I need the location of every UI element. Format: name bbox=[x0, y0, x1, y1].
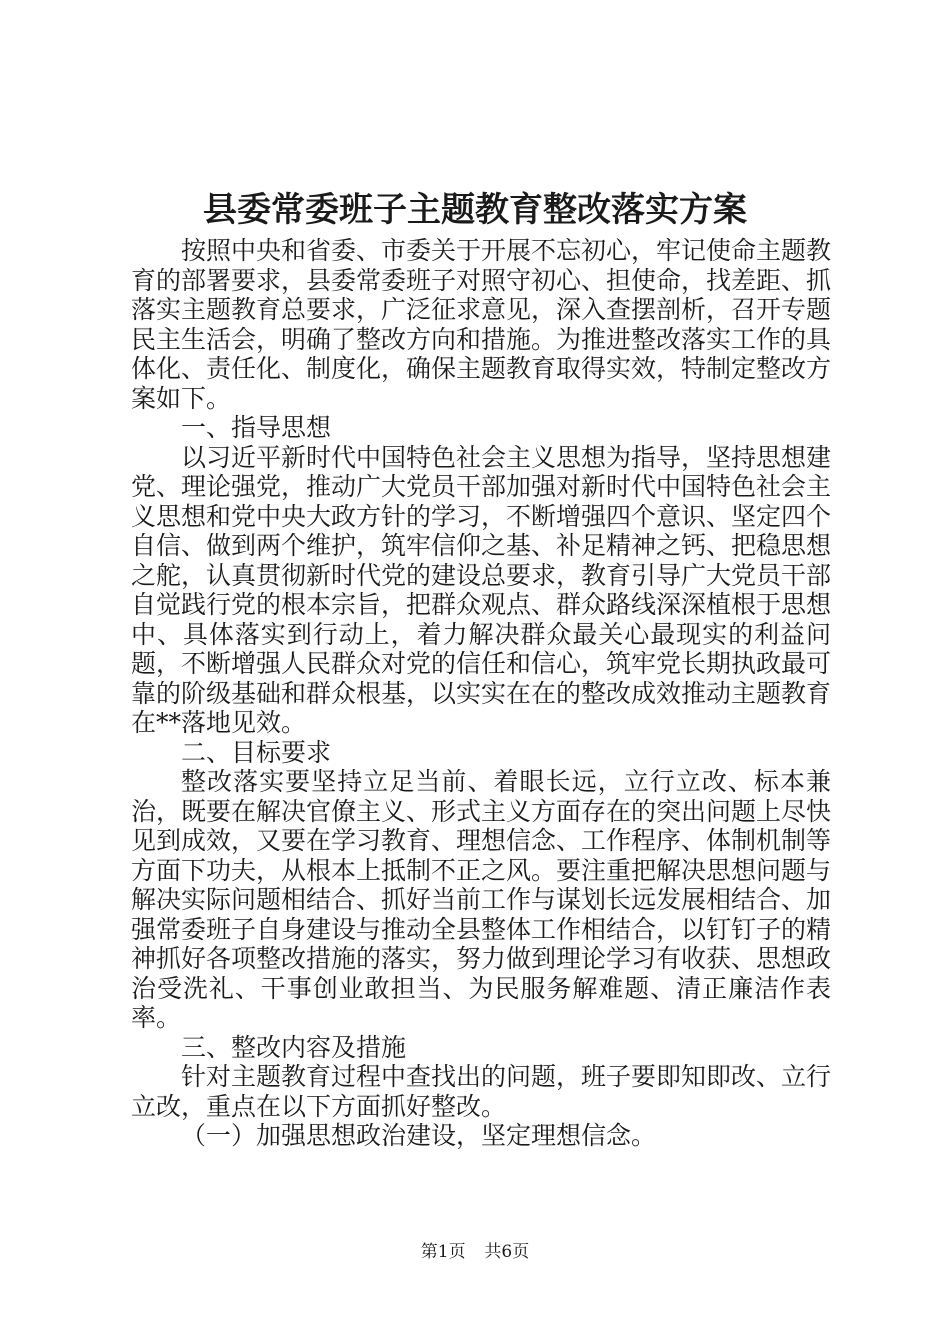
section-heading-goals: 二、目标要求 bbox=[181, 737, 332, 767]
section-heading-guiding-ideology: 一、指导思想 bbox=[181, 413, 332, 442]
page-number: 第1页 共6页 bbox=[420, 1242, 530, 1262]
guiding-ideology-paragraph: 以习近平新时代中国特色社会主义思想为指导，坚持思想建党、理论强党，推动广大党员干部加强对新时代中国特色社会主义思想和党中央大政方针的学习，不断增强四个意识、坚定四个自信、做到两个维护，筑牢信仰之基、补足精神之钙、把稳思想之舵，认真贯彻新时代党的建设总要求，教育引导广大党员干部自觉践行党的根本宗旨，把群众观点、群众路线深深植根于思想中、具体落实到行动上，着力解决群众最关心最现实的利益问题，不断增强人民群众对党的信任和信心，筑牢党长期执政最可靠的阶级基础和群众根基，以实实在在的整改成效推动主题教育在**落地见效。 bbox=[131, 442, 832, 737]
subsection-heading-1: （一）加强思想政治建设，坚定理想信念。 bbox=[181, 1121, 657, 1150]
document-title: 县委常委班子主题教育整改落实方案 bbox=[203, 190, 747, 230]
document-body bbox=[131, 236, 831, 1151]
page-footer bbox=[0, 1240, 950, 1264]
rectification-intro-paragraph: 针对主题教育过程中查找出的问题，班子要即知即改、立行立改，重点在以下方面抓好整改。 bbox=[131, 1062, 832, 1121]
goals-paragraph: 整改落实要坚持立足当前、着眼长远，立行立改、标本兼治，既要在解决官僚主义、形式主义方面存在的突出问题上尽快见到成效，又要在学习教育、理想信念、工作程序、体制机制等方面下功夫，从根本上抵制不正之风。要注重把解决思想问题与解决实际问题相结合、抓好当前工作与谋划长远发展相结合、加强常委班子自身建设与推动全县整体工作相结合，以钉钉子的精神抓好各项整改措施的落实，努力做到理论学习有收获、思想政治受洗礼、干事创业敢担当、为民服务解难题、清正廉洁作表率。 bbox=[131, 767, 832, 1032]
section-heading-rectification-measures: 三、整改内容及措施 bbox=[181, 1032, 407, 1062]
intro-paragraph: 按照中央和省委、市委关于开展不忘初心，牢记使命主题教育的部署要求，县委常委班子对照守初心、担使命，找差距、抓落实主题教育总要求，广泛征求意见，深入查摆剖析，召开专题民主生活会，明确了整改方向和措施。为推进整改落实工作的具体化、责任化、制度化，确保主题教育取得实效，特制定整改方案如下。 bbox=[131, 236, 832, 413]
